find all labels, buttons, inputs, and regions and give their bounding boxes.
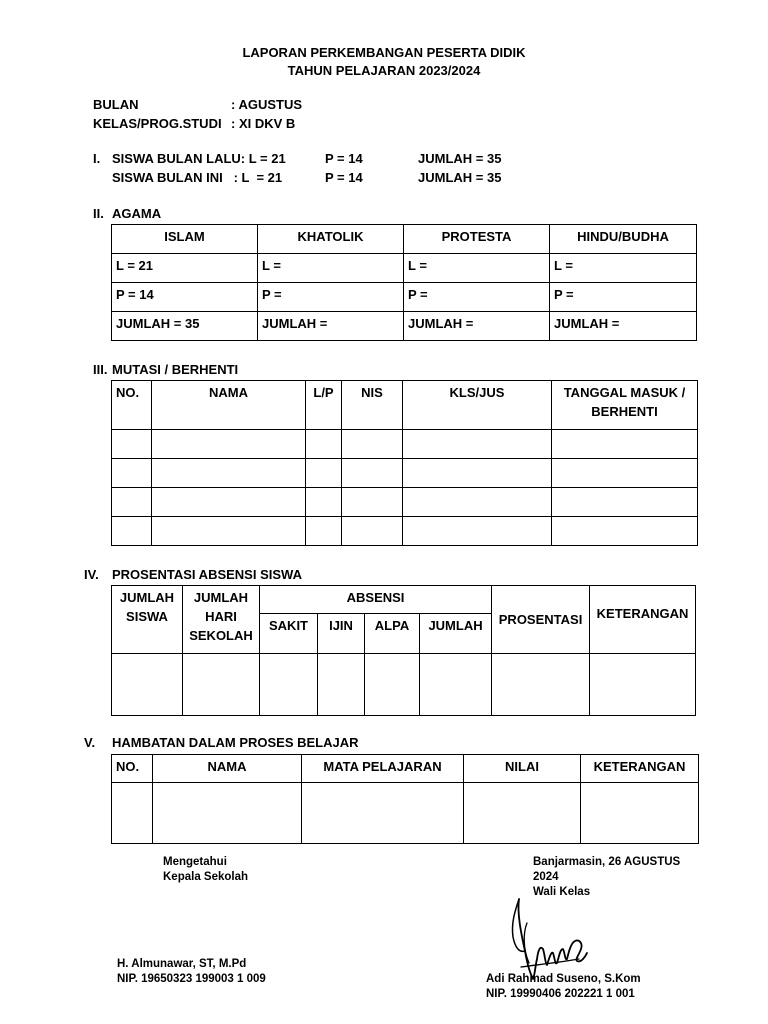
title-line-1: LAPORAN PERKEMBANGAN PESERTA DIDIK xyxy=(242,45,526,60)
absensi-header-prosentasi: PROSENTASI xyxy=(492,586,590,654)
table-row xyxy=(112,459,698,488)
siswa-bulan-ini: SISWA BULAN INI : L = 21 xyxy=(112,170,283,185)
hambatan-header-no: NO. xyxy=(112,755,153,783)
mutasi-header-nis: NIS xyxy=(342,381,403,430)
wali-kelas-name: Adi Rahmad Suseno, S.Kom xyxy=(486,973,641,985)
absensi-header-keterangan: KETERANGAN xyxy=(590,586,696,654)
bulan-label: BULAN xyxy=(93,97,139,112)
section-1-number: I. xyxy=(93,151,101,166)
absensi-header-jumlah-siswa: JUMLAH SISWA xyxy=(112,586,183,654)
wali-kelas-nip: NIP. 19990406 202221 1 001 xyxy=(486,988,635,1000)
absensi-table xyxy=(111,585,696,716)
agama-header-khatolik: KHATOLIK xyxy=(258,225,404,254)
agama-table xyxy=(111,224,697,341)
siswa-bulan-ini-jumlah: JUMLAH = 35 xyxy=(418,170,502,185)
kepala-sekolah-label: Kepala Sekolah xyxy=(163,871,249,883)
title-line-2: TAHUN PELAJARAN 2023/2024 xyxy=(287,63,481,78)
hambatan-table xyxy=(111,754,699,844)
agama-cell: P = xyxy=(550,283,697,312)
mutasi-table xyxy=(111,380,698,546)
agama-cell: L = xyxy=(550,254,697,283)
place-date-line-2: 2024 xyxy=(533,871,559,883)
mengetahui-label: Mengetahui xyxy=(163,856,227,868)
hambatan-header-keterangan: KETERANGAN xyxy=(581,755,699,783)
siswa-bulan-ini-p: P = 14 xyxy=(325,170,363,185)
signature-left-header xyxy=(163,855,248,885)
table-row xyxy=(112,654,696,716)
section-5-number: V. xyxy=(84,735,96,750)
agama-cell: JUMLAH = xyxy=(550,312,697,341)
table-row xyxy=(112,430,698,459)
absensi-header-alpa: ALPA xyxy=(365,614,420,654)
agama-header-hindu-budha: HINDU/BUDHA xyxy=(550,225,697,254)
place-date-line-1: Banjarmasin, 26 AGUSTUS xyxy=(533,856,681,868)
absensi-header-ijin: IJIN xyxy=(318,614,365,654)
mutasi-header-nama: NAMA xyxy=(152,381,306,430)
hambatan-header-nilai: NILAI xyxy=(464,755,581,783)
agama-cell: JUMLAH = 35 xyxy=(112,312,258,341)
absensi-header-jumlah-hari: JUMLAH HARI SEKOLAH xyxy=(183,586,260,654)
absensi-header-absensi: ABSENSI xyxy=(260,586,492,614)
agama-cell: P = xyxy=(404,283,550,312)
signature-right-footer xyxy=(486,972,641,1002)
section-2-title: AGAMA xyxy=(112,206,162,221)
bulan-value: : AGUSTUS xyxy=(231,97,303,112)
mutasi-header-kls-jus: KLS/JUS xyxy=(403,381,552,430)
kelas-label: KELAS/PROG.STUDI xyxy=(93,116,222,131)
agama-cell: P = 14 xyxy=(112,283,258,312)
kepala-sekolah-nip: NIP. 19650323 199003 1 009 xyxy=(117,973,266,985)
agama-cell: L = 21 xyxy=(112,254,258,283)
section-3-title: MUTASI / BERHENTI xyxy=(112,362,239,377)
document-title xyxy=(0,44,768,80)
absensi-header-sakit: SAKIT xyxy=(260,614,318,654)
siswa-bulan-lalu-p: P = 14 xyxy=(325,151,363,166)
mutasi-header-tanggal: TANGGAL MASUK / BERHENTI xyxy=(552,381,698,430)
agama-cell: L = xyxy=(404,254,550,283)
siswa-bulan-lalu-jumlah: JUMLAH = 35 xyxy=(418,151,502,166)
signature-left-footer xyxy=(117,957,266,987)
section-2-number: II. xyxy=(93,206,104,221)
agama-cell: L = xyxy=(258,254,404,283)
agama-cell: JUMLAH = xyxy=(404,312,550,341)
absensi-header-jumlah: JUMLAH xyxy=(420,614,492,654)
hambatan-header-mata-pelajaran: MATA PELAJARAN xyxy=(302,755,464,783)
section-3-number: III. xyxy=(93,362,108,377)
section-4-title: PROSENTASI ABSENSI SISWA xyxy=(112,567,302,582)
table-row xyxy=(112,517,698,546)
agama-header-islam: ISLAM xyxy=(112,225,258,254)
wali-kelas-label: Wali Kelas xyxy=(533,886,591,898)
hambatan-header-nama: NAMA xyxy=(153,755,302,783)
agama-header-protesta: PROTESTA xyxy=(404,225,550,254)
siswa-bulan-lalu: SISWA BULAN LALU: L = 21 xyxy=(112,151,286,166)
kepala-sekolah-name: H. Almunawar, ST, M.Pd xyxy=(117,958,247,970)
table-row xyxy=(112,488,698,517)
mutasi-header-no: NO. xyxy=(112,381,152,430)
agama-cell: P = xyxy=(258,283,404,312)
table-row xyxy=(112,783,699,844)
section-4-number: IV. xyxy=(84,567,99,582)
section-5-title: HAMBATAN DALAM PROSES BELAJAR xyxy=(112,735,359,750)
mutasi-header-lp: L/P xyxy=(306,381,342,430)
kelas-value: : XI DKV B xyxy=(231,116,296,131)
agama-cell: JUMLAH = xyxy=(258,312,404,341)
